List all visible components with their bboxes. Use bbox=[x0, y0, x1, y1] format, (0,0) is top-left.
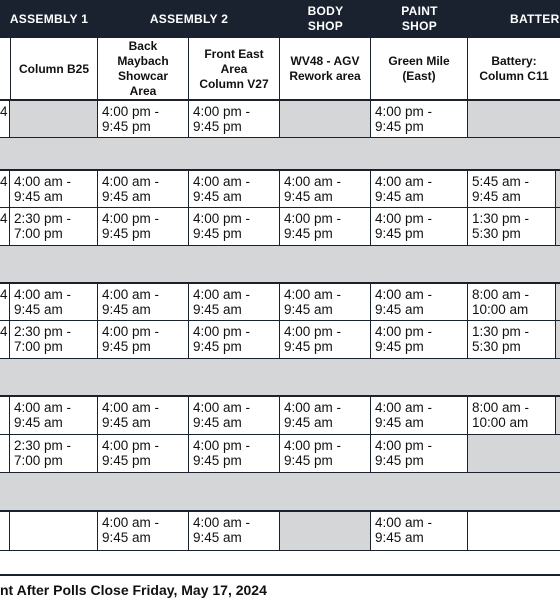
table-cell-empty bbox=[280, 512, 371, 551]
table-cell: 4:00 am - 9:45 am bbox=[189, 512, 280, 551]
table-cell: 4 bbox=[0, 208, 10, 246]
footer-divider bbox=[0, 574, 560, 576]
table-cell bbox=[468, 512, 560, 551]
table-cell-empty bbox=[468, 435, 560, 473]
table-cell: 4:00 pm - 9:45 pm bbox=[189, 208, 280, 246]
table-cell: 8:00 am - 10:00 am bbox=[468, 284, 556, 321]
table-cell: 4:00 am - 9:45 am bbox=[98, 171, 189, 208]
separator-band bbox=[0, 138, 560, 170]
table-cell: 4:00 am - 9:45 am bbox=[10, 171, 98, 208]
column-header-v27: Front East Area Column V27 bbox=[189, 38, 280, 100]
table-cell: 4:00 pm - 9:45 pm bbox=[98, 101, 189, 138]
table-cell: 4 bbox=[0, 284, 10, 321]
table-cell-empty bbox=[556, 171, 560, 208]
table-cell bbox=[0, 512, 10, 551]
table-cell: 4:00 am - 9:45 am bbox=[371, 397, 468, 435]
column-header-wv48: WV48 - AGV Rework area bbox=[280, 38, 371, 100]
table-cell: 4:00 am - 9:45 am bbox=[371, 512, 468, 551]
separator-band bbox=[0, 551, 560, 575]
table-cell bbox=[10, 512, 98, 551]
table-cell bbox=[0, 435, 10, 473]
table-cell: 2:30 pm - 7:00 pm bbox=[10, 321, 98, 359]
table-cell: 4:00 am - 9:45 am bbox=[10, 284, 98, 321]
table-cell: 4 bbox=[0, 171, 10, 208]
table-cell: 2:30 pm - 7:00 pm bbox=[10, 208, 98, 246]
table-cell: 4:00 am - 9:45 am bbox=[189, 171, 280, 208]
table-cell: 4:00 am - 9:45 am bbox=[98, 512, 189, 551]
group-header-paint-shop: PAINT SHOP bbox=[371, 0, 468, 38]
separator-band bbox=[0, 246, 560, 283]
table-cell: 4:00 pm - 9:45 pm bbox=[280, 208, 371, 246]
table-cell: 1:30 pm - 5:30 pm bbox=[468, 321, 556, 359]
table-cell: 2:30 pm - 7:00 pm bbox=[10, 435, 98, 473]
table-cell: 5:45 am - 9:45 am bbox=[468, 171, 556, 208]
table-cell: 4:00 am - 9:45 am bbox=[189, 284, 280, 321]
table-cell-empty bbox=[556, 284, 560, 321]
table-cell-empty bbox=[280, 101, 371, 138]
table-cell: 4:00 pm - 9:45 pm bbox=[98, 435, 189, 473]
table-cell: 4:00 pm - 9:45 pm bbox=[189, 101, 280, 138]
table-cell: 4:00 pm - 9:45 pm bbox=[371, 208, 468, 246]
table-cell: 4:00 pm - 9:45 pm bbox=[280, 321, 371, 359]
table-cell: 4:00 pm - 9:45 pm bbox=[98, 321, 189, 359]
column-header-maybach: Back Maybach Showcar Area bbox=[98, 38, 189, 100]
table-cell: 4:00 am - 9:45 am bbox=[280, 284, 371, 321]
table-cell: 4:00 pm - 9:45 pm bbox=[280, 435, 371, 473]
column-header-battery-c11: Battery: Column C11 bbox=[468, 38, 560, 100]
table-cell: 4:00 am - 9:45 am bbox=[371, 171, 468, 208]
table-cell: 4:00 pm - 9:45 pm bbox=[98, 208, 189, 246]
table-cell: 4:00 am - 9:45 am bbox=[98, 284, 189, 321]
table-cell: 4:00 am - 9:45 am bbox=[98, 397, 189, 435]
group-header-body-shop: BODY SHOP bbox=[280, 0, 371, 38]
table-cell: 4:00 am - 9:45 am bbox=[371, 284, 468, 321]
table-cell: 4 bbox=[0, 321, 10, 359]
table-cell: 4:00 pm - 9:45 pm bbox=[371, 435, 468, 473]
table-cell: 4:00 pm - 9:45 pm bbox=[371, 101, 468, 138]
table-cell: 4:00 am - 9:45 am bbox=[280, 171, 371, 208]
separator-band bbox=[0, 473, 560, 511]
group-header-battery: BATTER bbox=[468, 0, 560, 38]
group-header-assembly-2: ASSEMBLY 2 bbox=[98, 0, 280, 38]
table-cell-empty bbox=[556, 208, 560, 246]
table-cell: 1:30 pm - 5:30 pm bbox=[468, 208, 556, 246]
footer-note: nt After Polls Close Friday, May 17, 2024 bbox=[0, 582, 267, 598]
table-cell-empty bbox=[556, 397, 560, 435]
group-header-assembly-1: ASSEMBLY 1 bbox=[0, 0, 98, 38]
table-cell-empty bbox=[556, 321, 560, 359]
table-cell-empty bbox=[10, 101, 98, 138]
table-cell: 4:00 am - 9:45 am bbox=[280, 397, 371, 435]
table-cell bbox=[0, 397, 10, 435]
table-cell: 4:00 pm - 9:45 pm bbox=[371, 321, 468, 359]
table-cell: 8:00 am - 10:00 am bbox=[468, 397, 556, 435]
table-cell-empty bbox=[468, 101, 560, 138]
table-cell: 4:00 am - 9:45 am bbox=[10, 397, 98, 435]
separator-band bbox=[0, 359, 560, 396]
table-cell: 4 bbox=[0, 101, 10, 138]
table-cell: 4:00 am - 9:45 am bbox=[189, 397, 280, 435]
column-header-b25: Column B25 bbox=[10, 38, 98, 100]
table-cell: 4:00 pm - 9:45 pm bbox=[189, 435, 280, 473]
table-cell: 4:00 pm - 9:45 pm bbox=[189, 321, 280, 359]
column-header-green-mile: Green Mile (East) bbox=[371, 38, 468, 100]
